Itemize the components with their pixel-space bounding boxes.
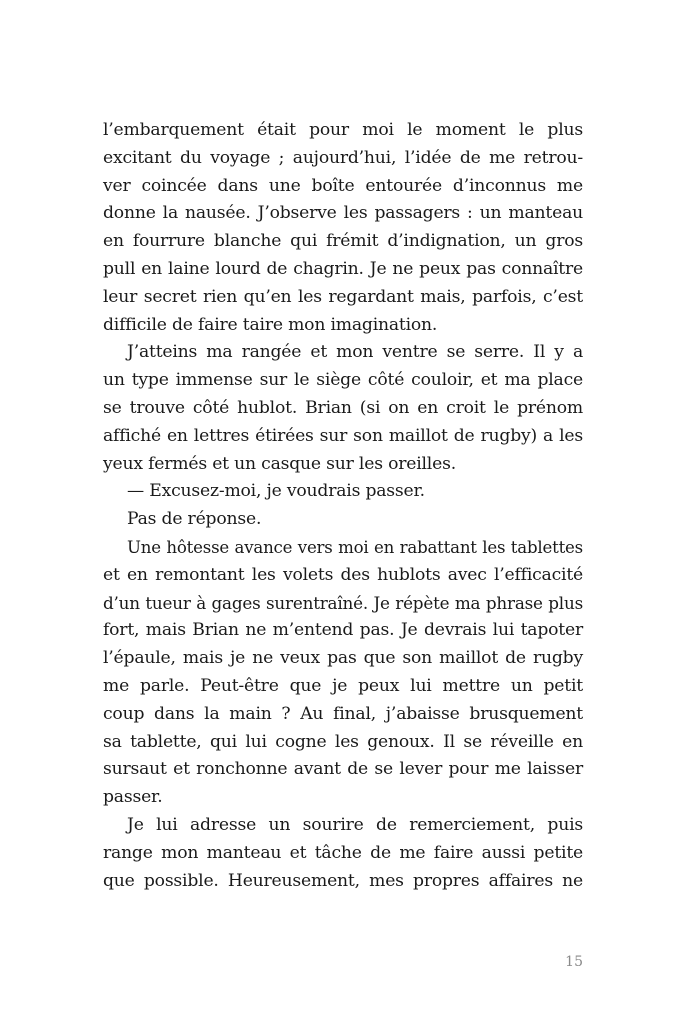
text-line: J’atteins ma rangée et mon ventre se serre. Il y a [127, 342, 583, 363]
text-line: excitant du voyage ; aujourd’hui, l’idée de me retrou- [103, 147, 583, 168]
text-line: Une hôtesse avance vers moi en rabattant les tablettes [127, 537, 583, 557]
text-line: yeux fermés et un casque sur les oreilles. [103, 453, 456, 474]
text-line: pull en laine lourd de chagrin. Je ne peux pas connaître [103, 258, 583, 279]
text-line: et en remontant les volets des hublots avec l’efficacité [103, 564, 583, 585]
text-line: fort, mais Brian ne m’entend pas. Je devrais lui tapoter [103, 620, 583, 641]
text-line: difficile de faire taire mon imagination. [103, 314, 438, 335]
text-line: affiché en lettres étirées sur son maillot de rugby) a les [103, 425, 583, 446]
text-line: l’épaule, mais je ne veux pas que son maillot de rugby [103, 648, 583, 669]
text-line: passer. [103, 787, 163, 808]
page-number: 15 [565, 954, 583, 970]
body-text [103, 117, 583, 895]
text-line: un type immense sur le siège côté couloir, et ma place [103, 370, 583, 391]
text-line: que possible. Heureusement, mes propres affaires ne [103, 870, 583, 891]
text-line: coup dans la main ? Au final, j’abaisse brusquement [103, 703, 583, 724]
dialogue-line: — Excusez-moi, je voudrais passer. [127, 481, 425, 502]
text-line: se trouve côté hublot. Brian (si on en croit le prénom [103, 397, 583, 418]
text-line: d’un tueur à gages surentraîné. Je répète ma phrase plus [103, 592, 583, 613]
text-line: en fourrure blanche qui frémit d’indignation, un gros [103, 231, 583, 252]
text-line: donne la nausée. J’observe les passagers : un manteau [103, 203, 583, 224]
text-line: Pas de réponse. [127, 509, 262, 530]
text-line: sa tablette, qui lui cogne les genoux. Il se réveille en [103, 731, 583, 752]
text-line: me parle. Peut-être que je peux lui mettre un petit [103, 675, 583, 696]
text-line: Je lui adresse un sourire de remerciement, puis [127, 814, 583, 835]
text-line: range mon manteau et tâche de me faire aussi petite [103, 842, 583, 863]
text-line: ver coincée dans une boîte entourée d’inconnus me [103, 175, 583, 196]
text-line: sursaut et ronchonne avant de se lever pour me laisser [103, 759, 583, 780]
text-line: leur secret rien qu’en les regardant mais, parfois, c’est [103, 286, 583, 307]
text-line: l’embarquement était pour moi le moment le plus [103, 120, 583, 140]
